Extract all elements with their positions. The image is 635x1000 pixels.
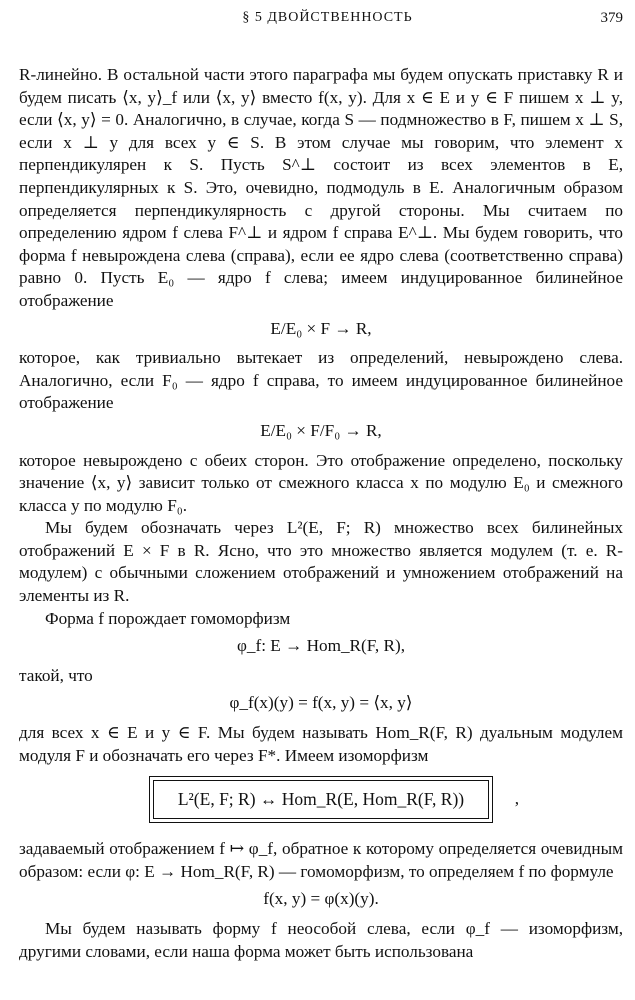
paragraph-4: Мы будем обозначать через L²(E, F; R) множество всех билинейных отображений E × F в R. Ясно, что это множество является модулем (т. е. R-модулем) с обычными сложением отображений и умножением отображений на элементы из R. [19, 518, 623, 606]
formula-1: E/E₀ × F → R, [270, 318, 372, 338]
paragraph-7: для всех x ∈ E и y ∈ F. Мы будем называть Hom_R(F, R) дуальным модулем модуля F и обозначать его через F*. Имеем изоморфизм [19, 723, 623, 765]
running-head: § 5 ДВОЙСТВЕННОСТЬ [242, 10, 413, 25]
paragraph-8: задаваемый отображением f ↦ φ_f, обратное к которому определяется очевидным образом: если φ: E → Hom_R(F, R) — гомоморфизм, то определяем f по формуле [19, 839, 623, 881]
paragraph-5: Форма f порождает гомоморфизм [45, 608, 291, 628]
page-header [0, 10, 635, 32]
paragraph-3: которое невырождено с обеих сторон. Это отображение определено, поскольку значение ⟨x, y⟩ зависит только от смежного класса x по модулю E₀ и смежного класса y по модулю F₀. [19, 450, 623, 515]
boxed-formula-row [19, 776, 623, 826]
formula-4: φ_f(x)(y) = f(x, y) = ⟨x, y⟩ [229, 693, 413, 713]
formula-2: E/E₀ × F/F₀ → R, [260, 420, 382, 440]
page-number: 379 [600, 10, 623, 26]
paragraph-9: Мы будем называть форму f неособой слева, если φ_f — изоморфизм, другими словами, если наша форма может быть использована [19, 919, 623, 961]
paragraph-2: которое, как тривиально вытекает из определений, невырождено слева. Аналогично, если F₀ — ядро f справа, то имеем индуцированное билинейное отображение [19, 348, 623, 413]
formula-3: φ_f: E → Hom_R(F, R), [236, 636, 405, 656]
paragraph-6: такой, что [19, 665, 93, 685]
body-text [19, 64, 623, 963]
paragraph-1: R-линейно. В остальной части этого параграфа мы будем опускать приставку R и будем писать ⟨x, y⟩_f или ⟨x, y⟩ вместо f(x, y). Для x ∈ E и y ∈ F пишем x ⊥ y, если ⟨x, y⟩ = 0. Аналогично, в случае, когда S — подмножество в F, пишем x ⊥ S, если x ⊥ y для всех y ∈ S. В этом случае мы говорим, что элемент x перпендикулярен к S. Пусть S^⊥ состоит из всех элементов в E, перпендикулярных к S. Это, очевидно, подмодуль в E. Аналогичным образом определяется перпендикулярность с другой стороны. Мы считаем по определению ядром f слева F^⊥ и ядром f справа E^⊥. Мы будем говорить, что форма f невырождена слева (справа), если ее ядро слева (соответственно справа) равно 0. Пусть E₀ — ядро f слева; имеем индуцированное билинейное отображение [19, 65, 623, 310]
formula-5: f(x, y) = φ(x)(y). [263, 889, 379, 909]
boxed-formula: L²(E, F; R) ↔ Hom_R(E, Hom_R(F, R)) [153, 780, 489, 819]
boxed-formula-comma: , [514, 789, 519, 809]
